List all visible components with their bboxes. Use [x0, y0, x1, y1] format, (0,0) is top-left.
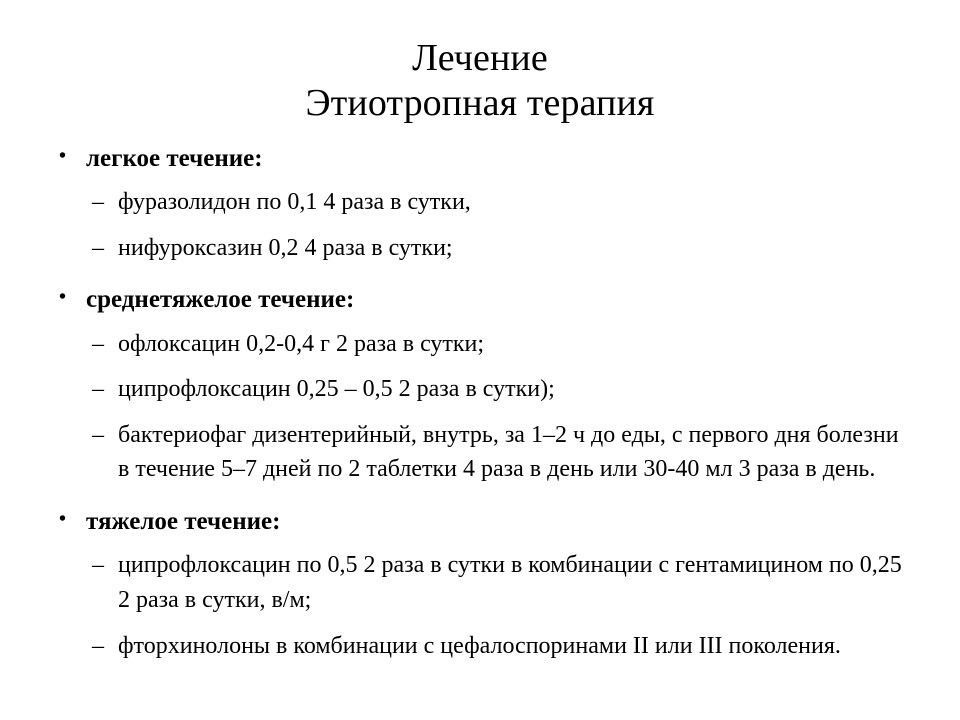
dash-icon: – — [92, 376, 104, 403]
section-heading-mild — [56, 144, 908, 175]
list-item — [56, 548, 908, 617]
dash-icon: – — [92, 234, 104, 261]
list-item-label: офлоксацин 0,2-0,4 г 2 раза в сутки; — [118, 330, 485, 357]
bullet-icon: • — [59, 144, 67, 167]
slide-title — [0, 0, 960, 126]
section-heading-moderate — [56, 285, 908, 316]
title-line-1: Лечение — [412, 37, 548, 79]
list-item — [56, 231, 908, 266]
dash-icon: – — [92, 189, 104, 216]
bullet-icon: • — [59, 507, 67, 530]
dash-icon: – — [92, 330, 104, 357]
list-item-label: фуразолидон по 0,1 4 раза в сутки, — [118, 189, 471, 216]
list-item-label: ципрофлоксацин 0,25 – 0,5 2 раза в сутки); — [118, 376, 555, 403]
bullet-icon: • — [59, 286, 67, 309]
section-heading-label: среднетяжелое течение: — [86, 286, 355, 314]
title-line-2: Этиотропная терапия — [305, 81, 655, 124]
section-heading-severe — [56, 507, 908, 538]
list-item — [56, 327, 908, 362]
section-heading-label: легкое течение: — [86, 144, 263, 172]
list-item-label: ципрофлоксацин по 0,5 2 раза в сутки в комбинации с гентамицином по 0,25 2 раза в сутки, в/м; — [118, 552, 902, 613]
dash-icon: – — [92, 421, 104, 448]
slide-body — [0, 144, 960, 663]
section-heading-label: тяжелое течение: — [86, 507, 281, 535]
list-item — [56, 629, 908, 664]
list-item-label: нифуроксазин 0,2 4 раза в сутки; — [118, 234, 453, 261]
dash-icon: – — [92, 632, 104, 659]
list-item — [56, 418, 908, 487]
dash-icon: – — [92, 552, 104, 579]
list-item-label: фторхинолоны в комбинации с цефалоспоринами II или III поколения. — [118, 632, 841, 659]
list-item — [56, 185, 908, 220]
list-item — [56, 372, 908, 407]
list-item-label: бактериофаг дизентерийный, внутрь, за 1–2 ч до еды, с первого дня болезни в течение 5–7 дней по 2 таблетки 4 раза в день или 30-40 мл 3 раза в день. — [118, 421, 899, 483]
